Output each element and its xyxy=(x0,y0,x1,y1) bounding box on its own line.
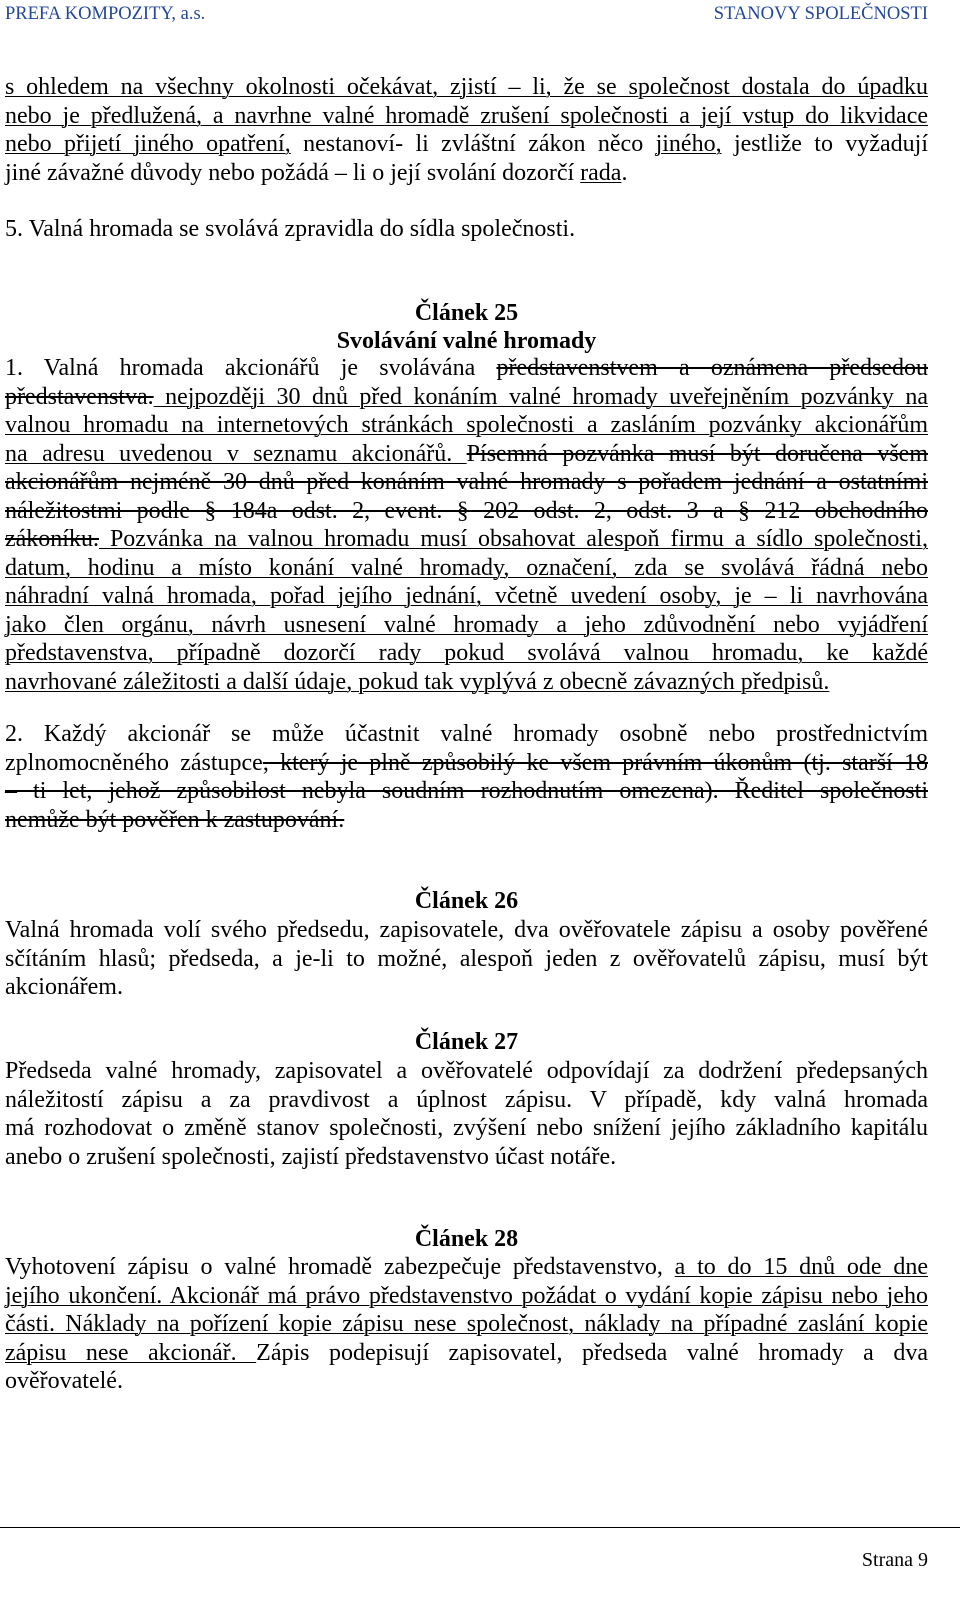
underlined-text: datum, hodinu a místo konání valné hromady, označení, zda se svolává řádná nebo xyxy=(5,554,928,581)
text-line xyxy=(5,102,928,131)
text-line xyxy=(5,525,928,554)
text-line xyxy=(5,440,928,469)
paragraph-item-1 xyxy=(5,354,928,696)
struck-text: nemůže být pověřen k zastupování. xyxy=(5,806,345,833)
underlined-text: náhradní valná hromada, pořad jejího jednání, včetně uvedení osoby, je – li navrhována xyxy=(5,583,928,609)
struck-text: náležitostmi podle § 184a odst. 2, event. § 202 odst. 2, odst. 3 a § 212 obchodního xyxy=(5,497,928,524)
text-segment: zplnomocněného zástupce xyxy=(5,749,263,776)
struck-text: akcionářům nejméně 30 dnů před konáním valné hromady s pořadem jednání a ostatními xyxy=(5,469,928,495)
text-line xyxy=(5,945,928,974)
paragraph-continuation xyxy=(5,73,928,187)
text-segment: . xyxy=(621,159,628,186)
text-line xyxy=(5,73,928,102)
text-line xyxy=(5,749,928,778)
text-segment: jiné závažné důvody nebo požádá – li o její svolání dozorčí xyxy=(5,159,581,186)
text-segment: Vyhotovení zápisu o valné hromadě zabezpečuje představenstvo, xyxy=(5,1254,675,1280)
company-name: PREFA KOMPOZITY, a.s. xyxy=(5,4,206,24)
underlined-text: nebo přijetí jiného opatření, xyxy=(5,131,291,157)
article-paragraph xyxy=(5,916,928,1002)
text-segment: akcionářem. xyxy=(5,974,123,1000)
underlined-text: části. Náklady na pořízení kopie zápisu nese společnost, náklady na případné zaslání kopie xyxy=(5,1311,928,1337)
text-line xyxy=(5,1282,928,1311)
struck-text: představenstvem a oznámena předsedou xyxy=(496,355,928,381)
text-line xyxy=(5,1086,928,1115)
text-segment: 5. Valná hromada se svolává zpravidla do sídla společnosti. xyxy=(5,216,576,242)
text-segment: ověřovatelé. xyxy=(5,1368,123,1394)
document-title: STANOVY SPOLEČNOSTI xyxy=(713,4,928,24)
text-segment: nestanoví- li zvláštní zákon něco xyxy=(290,131,656,157)
underlined-text: valnou hromadu na internetových stránkách společnosti a zasláním pozvánky akcionářům xyxy=(5,412,928,438)
text-line xyxy=(5,668,928,697)
struck-text: zákoníku. xyxy=(5,526,99,552)
underlined-text: s ohledem na všechny okolnosti očekávat, zjistí – li, že se společnost dostala do úpadku xyxy=(5,74,928,100)
footer-divider xyxy=(0,1527,960,1528)
article-paragraph xyxy=(5,1253,928,1396)
text-line xyxy=(5,354,928,383)
struck-text: , který je plně způsobilý ke všem právním úkonům (tj. starší 18 xyxy=(262,749,929,776)
page-header xyxy=(5,3,928,25)
text-line xyxy=(5,497,928,526)
text-segment: má rozhodovat o změně stanov společnosti, zvýšení nebo snížení jejího základního kapitálu xyxy=(5,1115,928,1141)
text-segment: náležitostí zápisu a za pravdivost a úplnost zápisu. V případě, kdy valná hromada xyxy=(5,1086,928,1113)
text-line xyxy=(5,1143,928,1172)
text-line xyxy=(5,777,928,806)
text-segment: Valná hromada volí svého předsedu, zapisovatele, dva ověřovatele zápisu a osoby pověřené xyxy=(5,917,928,943)
text-line xyxy=(5,1339,928,1368)
text-line xyxy=(5,1057,928,1086)
struck-text: Písemná pozvánka musí být doručena všem xyxy=(466,440,928,467)
text-line xyxy=(5,806,928,835)
text-line xyxy=(5,1253,928,1282)
underlined-text: představenstva, případně dozorčí rady pokud svolává valnou hromadu, ke každé xyxy=(5,640,928,666)
text-line xyxy=(5,215,928,244)
text-line xyxy=(5,468,928,497)
text-line xyxy=(5,639,928,668)
text-segment: 2. Každý akcionář se může účastnit valné hromady osobně nebo prostřednictvím xyxy=(5,721,928,747)
text-segment: jestliže to vyžadují xyxy=(721,131,928,157)
text-line xyxy=(5,130,928,159)
page-number: Strana 9 xyxy=(861,1549,928,1571)
text-line xyxy=(5,973,928,1002)
underlined-text: nejpozději 30 dnů před konáním valné hromady uveřejněním pozvánky na xyxy=(153,383,928,410)
underlined-text: Pozvánka na valnou hromadu musí obsahovat alespoň firmu a sídlo společnosti, xyxy=(98,526,928,552)
article-heading: Článek 27 xyxy=(414,1029,519,1055)
article-heading: Článek 28 xyxy=(414,1226,519,1252)
text-segment: 1. Valná hromada akcionářů je svolávána xyxy=(5,355,497,381)
article-heading: Článek 26 xyxy=(414,888,519,914)
underlined-text: nebo je předlužená, a navrhne valné hromadě zrušení společnosti a její vstup do likvidace xyxy=(5,102,928,129)
text-line xyxy=(5,1310,928,1339)
article-paragraph xyxy=(5,1057,928,1171)
text-segment: anebo o zrušení společnosti, zajistí představenstvo účast notáře. xyxy=(5,1143,617,1170)
underlined-text: zápisu nese akcionář. xyxy=(5,1339,257,1366)
article-subheading: Svolávání valné hromady xyxy=(336,328,597,354)
underlined-text: jiného, xyxy=(655,131,722,157)
text-segment: Předseda valné hromady, zapisovatel a ověřovatelé odpovídají za dodržení předepsaných xyxy=(5,1058,928,1084)
text-line xyxy=(5,582,928,611)
underlined-text: rada xyxy=(580,159,622,186)
struck-text: představenstva. xyxy=(5,383,154,410)
paragraph-item-2 xyxy=(5,720,928,834)
underlined-text: navrhované záležitosti a další údaje, pokud tak vyplývá z obecně závazných předpisů. xyxy=(5,668,830,695)
text-line xyxy=(5,916,928,945)
text-line xyxy=(5,1367,928,1396)
text-segment: sčítáním hlasů; předseda, a je-li to možné, alespoň jeden z ověřovatelů zápisu, musí být xyxy=(5,945,928,972)
text-line xyxy=(5,720,928,749)
article-heading: Článek 25 xyxy=(414,300,519,326)
underlined-text: a to do 15 dnů ode dne xyxy=(674,1254,929,1280)
underlined-text: jejího ukončení. Akcionář má právo představenstvo požádat o vydání kopie zápisu nebo jeho xyxy=(5,1282,928,1309)
struck-text: – ti let, jehož způsobilost nebyla soudním rozhodnutím omezena). Ředitel společnosti xyxy=(5,778,928,804)
text-segment: Zápis podepisují zapisovatel, předseda valné hromady a dva xyxy=(256,1339,928,1366)
text-line xyxy=(5,554,928,583)
paragraph-item-5 xyxy=(5,215,928,244)
underlined-text: jako člen orgánu, návrh usnesení valné hromady a jeho zdůvodnění nebo vyjádření xyxy=(5,611,928,638)
text-line xyxy=(5,159,928,188)
text-line xyxy=(5,1114,928,1143)
text-line xyxy=(5,611,928,640)
underlined-text: na adresu uvedenou v seznamu akcionářů. xyxy=(5,440,467,467)
text-line xyxy=(5,383,928,412)
text-line xyxy=(5,411,928,440)
